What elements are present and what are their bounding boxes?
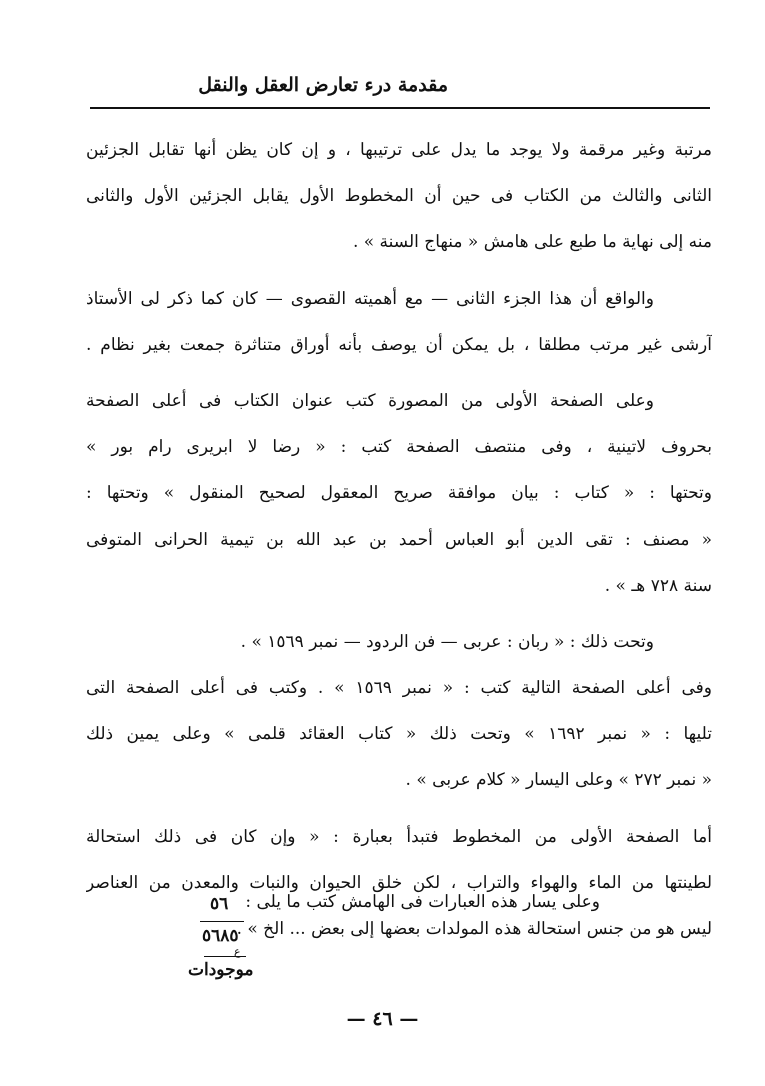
text-line: والواقع أن هذا الجزء الثانى — مع أهميته القصوى — كان كما ذكر لى الأستاذ [86, 288, 654, 309]
text-line: بحروف لاتينية ، وفى منتصف الصفحة كتب : « رضا لا ابريرى رام بور » [86, 437, 712, 458]
margin-top-number: ٥٦ [210, 894, 229, 914]
running-title: مقدمة درء تعارض العقل والنقل [198, 74, 448, 96]
margin-note-intro: وعلى يسار هذه العبارات فى الهامش كتب ما يلى : [245, 892, 600, 912]
text-line: أما الصفحة الأولى من المخطوط فتبدأ بعبارة : « وإن كان فى ذلك استحالة [86, 826, 712, 847]
text-line: وعلى الصفحة الأولى من المصورة كتب عنوان الكتاب فى أعلى الصفحة [86, 390, 654, 411]
text-line: وتحت ذلك : « ربان : عربى — فن الردود — نمبر ١٥٦٩ » . [240, 631, 654, 652]
margin-note [180, 888, 600, 998]
text-line: الثانى والثالث من الكتاب فى حين أن المخطوط الأول يقابل الجزئين الأول والثانى [86, 186, 712, 207]
header-rule [90, 107, 710, 109]
text-line: آرشى غير مرتب مطلقا ، بل يمكن أن يوصف بأنه أوراق متناثرة جمعت بغير نظام . [86, 334, 712, 355]
text-line: ليس هو من جنس استحالة هذه المولدات بعضها إلى بعض ... الخ » . [236, 919, 712, 939]
margin-fraction [180, 888, 280, 998]
page-header [90, 68, 710, 112]
fraction-rule-lower [204, 956, 246, 957]
margin-middle-number: ٥٦٨٥ [202, 926, 239, 946]
margin-bottom-word: موجودات [188, 960, 254, 980]
page-number: — ٤٦ — [346, 1008, 419, 1030]
text-line: سنة ٧٢٨ هـ » . [604, 575, 712, 596]
fraction-rule [200, 921, 244, 922]
text-line: وفى أعلى الصفحة التالية كتب : « نمبر ١٥٦٩ » . وكتب فى أعلى الصفحة التى [86, 678, 712, 699]
text-line: وتحتها : « كتاب : بيان موافقة صريح المعقول لصحيح المنقول » وتحتها : [86, 483, 712, 504]
text-line: « نمبر ٢٧٢ » وعلى اليسار « كلام عربى » . [405, 770, 712, 791]
text-line: مرتبة وغير مرقمة ولا يوجد ما يدل على ترتيبها ، و إن كان يظن أنها تقابل الجزئين [86, 140, 712, 160]
body-text [86, 127, 712, 952]
text-line: لطينتها من الماء والهواء والتراب ، لكن خلق الحيوان والنبات والمعدن من العناصر [86, 872, 712, 893]
text-line: « مصنف : تقى الدين أبو العباس أحمد بن عبد الله بن تيمية الحرانى المتوفى [86, 529, 712, 550]
text-line: منه إلى نهاية ما طبع على هامش « منهاج السنة » . [352, 232, 712, 253]
text-line: تليها : « نمبر ١٦٩٢ » وتحت ذلك « كتاب العقائد قلمى » وعلى يمين ذلك [86, 724, 712, 745]
margin-small-mark: ع [234, 945, 241, 958]
